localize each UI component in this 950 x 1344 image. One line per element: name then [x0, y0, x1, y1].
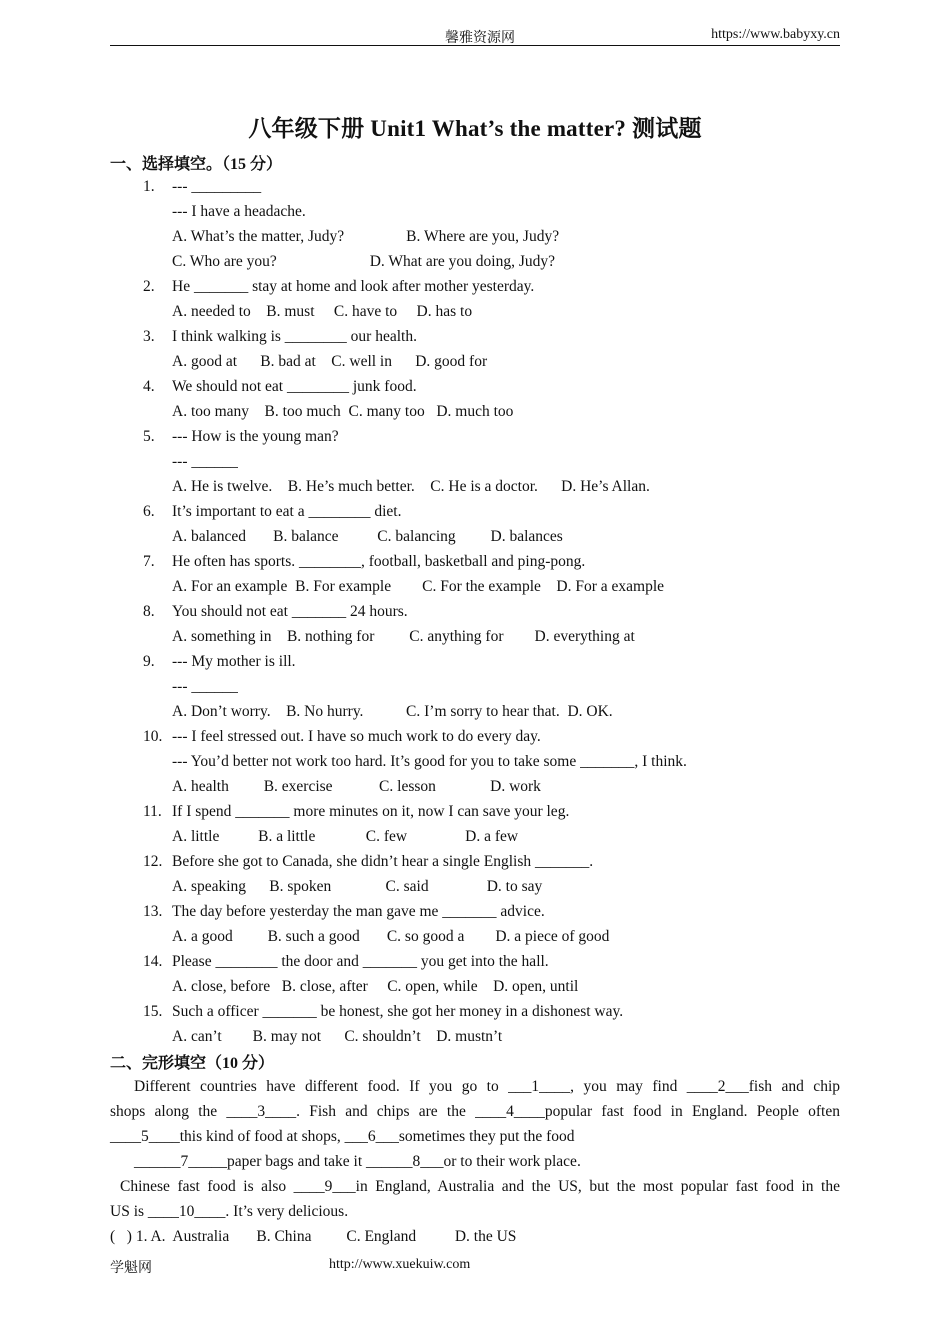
question-number: 13.	[143, 903, 163, 920]
question-text: I think walking is ________ our health.	[172, 328, 417, 345]
question-text: The day before yesterday the man gave me _______ advice.	[172, 903, 545, 920]
question-number: 15.	[143, 1003, 163, 1020]
cloze-passage-line: ____5____this kind of food at shops, ___6___sometimes they put the food	[110, 1128, 575, 1145]
question-options: A. good at B. bad at C. well in D. good for	[172, 353, 488, 370]
footer-site-name: 学魁网	[110, 1261, 152, 1276]
question-options: A. balanced B. balance C. balancing D. balances	[172, 528, 563, 545]
question-options: A. health B. exercise C. lesson D. work	[172, 778, 541, 795]
question-text: Before she got to Canada, she didn’t hear a single English _______.	[172, 853, 594, 870]
question-options: A. can’t B. may not C. shouldn’t D. mustn’t	[172, 1028, 503, 1045]
section1-heading: 一、选择填空。（15 分）	[110, 156, 283, 173]
question-number: 8.	[143, 603, 155, 620]
question-text: --- I feel stressed out. I have so much work to do every day.	[172, 728, 541, 745]
question-number: 4.	[143, 378, 155, 395]
question-options: A. speaking B. spoken C. said D. to say	[172, 878, 543, 895]
document-title: 八年级下册 Unit1 What’s the matter? 测试题	[248, 116, 702, 141]
question-options: A. too many B. too much C. many too D. much too	[172, 403, 514, 420]
question-options: A. little B. a little C. few D. a few	[172, 828, 519, 845]
cloze-passage-line: Chinese fast food is also ____9___in England, Australia and the US, but the most popular fast food in the	[120, 1178, 840, 1195]
question-options: A. close, before B. close, after C. open, while D. open, until	[172, 978, 579, 995]
cloze-passage-line: Different countries have different food. If you go to ___1____, you may find ____2___fish and chip	[134, 1078, 840, 1095]
question-options: A. something in B. nothing for C. anything for D. everything at	[172, 628, 635, 645]
question-options: C. Who are you? D. What are you doing, Judy?	[172, 253, 555, 270]
page-header	[110, 27, 840, 46]
cloze-passage-line: ______7_____paper bags and take it ______8___or to their work place.	[134, 1153, 581, 1170]
question-number: 14.	[143, 953, 163, 970]
cloze-passage-line: US is ____10____. It’s very delicious.	[110, 1203, 349, 1220]
question-text: --- My mother is ill.	[172, 653, 296, 670]
question-text: You should not eat _______ 24 hours.	[172, 603, 408, 620]
section2-heading: 二、完形填空（10 分）	[110, 1055, 275, 1072]
question-text: --- _________	[172, 178, 262, 195]
question-options: A. He is twelve. B. He’s much better. C. He is a doctor. D. He’s Allan.	[172, 478, 650, 495]
question-text: Such a officer _______ be honest, she got her money in a dishonest way.	[172, 1003, 624, 1020]
question-text: --- ______	[172, 678, 238, 695]
question-number: 1.	[143, 178, 155, 195]
question-options: A. a good B. such a good C. so good a D. a piece of good	[172, 928, 610, 945]
question-number: 12.	[143, 853, 163, 870]
question-text: --- I have a headache.	[172, 203, 306, 220]
question-number: 5.	[143, 428, 155, 445]
question-text: We should not eat ________ junk food.	[172, 378, 417, 395]
header-site-name: 馨雅资源网	[445, 31, 515, 46]
cloze-passage-line: shops along the ____3____. Fish and chips are the ____4____popular fast food in England. People often	[110, 1103, 840, 1120]
question-text: He often has sports. ________, football, basketball and ping-pong.	[172, 553, 586, 570]
question-number: 3.	[143, 328, 155, 345]
cloze-question: ( ) 1. A. Australia B. China C. England D. the US	[110, 1228, 517, 1245]
question-number: 11.	[143, 803, 162, 820]
question-options: A. Don’t worry. B. No hurry. C. I’m sorry to hear that. D. OK.	[172, 703, 613, 720]
question-options: A. For an example B. For example C. For the example D. For a example	[172, 578, 665, 595]
question-number: 9.	[143, 653, 155, 670]
question-text: --- ______	[172, 453, 238, 470]
question-options: A. What’s the matter, Judy? B. Where are you, Judy?	[172, 228, 560, 245]
question-text: It’s important to eat a ________ diet.	[172, 503, 402, 520]
question-text: Please ________ the door and _______ you get into the hall.	[172, 953, 549, 970]
question-text: --- You’d better not work too hard. It’s good for you to take some _______, I think.	[172, 753, 687, 770]
footer-url[interactable]: http://www.xuekuiw.com	[329, 1257, 471, 1272]
question-number: 6.	[143, 503, 155, 520]
question-number: 2.	[143, 278, 155, 295]
header-url[interactable]: https://www.babyxy.cn	[711, 27, 840, 42]
question-text: If I spend _______ more minutes on it, now I can save your leg.	[172, 803, 570, 820]
question-options: A. needed to B. must C. have to D. has to	[172, 303, 473, 320]
question-text: --- How is the young man?	[172, 428, 339, 445]
question-number: 7.	[143, 553, 155, 570]
question-text: He _______ stay at home and look after mother yesterday.	[172, 278, 535, 295]
question-number: 10.	[143, 728, 163, 745]
